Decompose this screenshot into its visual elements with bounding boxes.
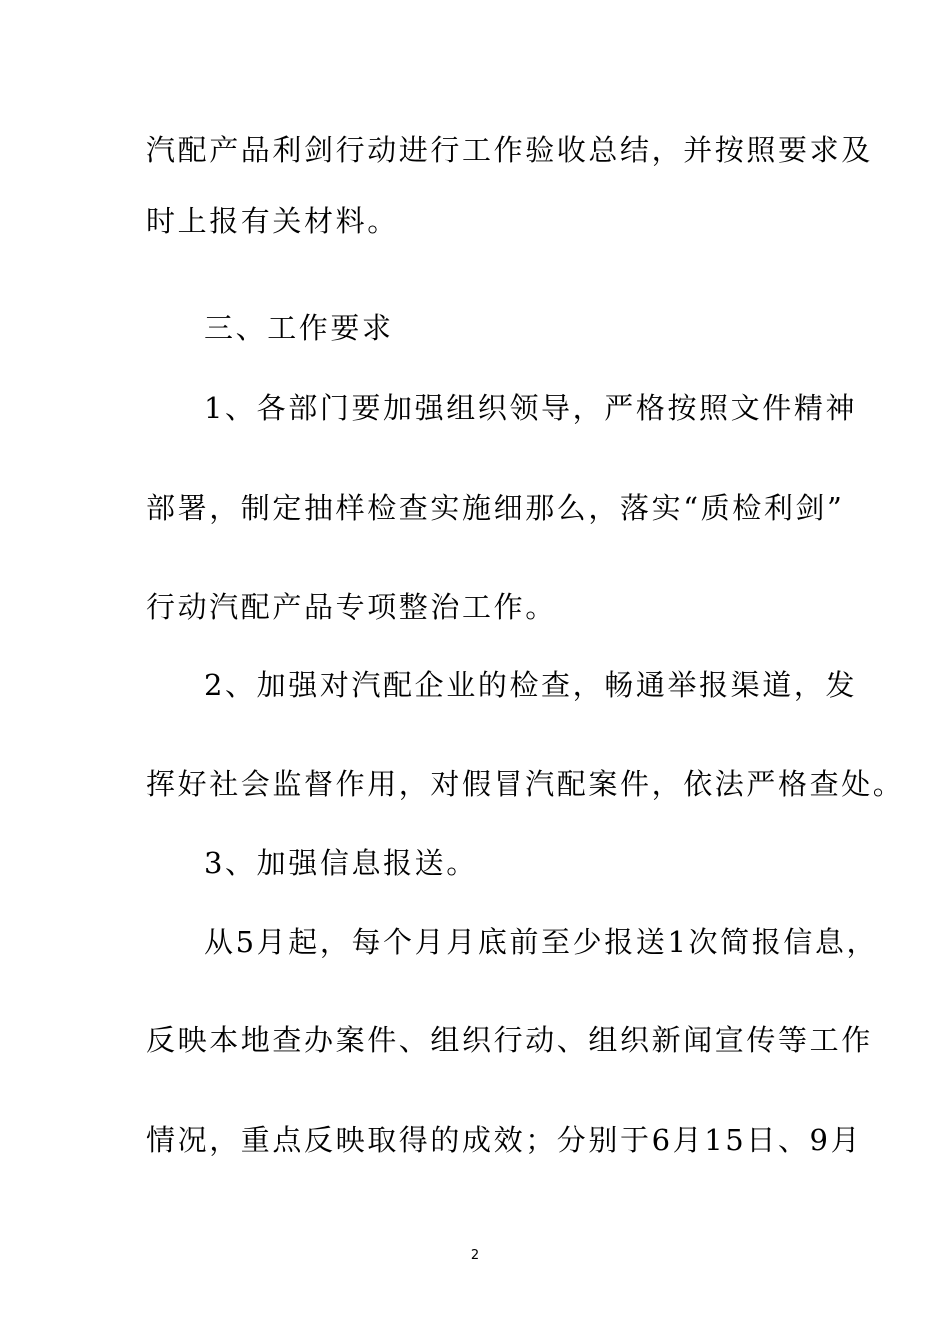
text-line-11: 反映本地查办案件、组织行动、组织新闻宣传等工作 (146, 1023, 873, 1057)
text-line-7: 2、加强对汽配企业的检查，畅通举报渠道，发 (204, 668, 858, 702)
text-line-9: 3、加强信息报送。 (204, 846, 478, 880)
text-line-4: 1、各部门要加强组织领导，严格按照文件精神 (204, 391, 858, 425)
text-line-2: 时上报有关材料。 (146, 204, 399, 238)
text-line-1: 汽配产品利剑行动进行工作验收总结，并按照要求及 (146, 133, 873, 167)
text-line-12: 情况，重点反映取得的成效；分别于6月15日、9月 (146, 1123, 863, 1157)
text-line-10: 从5月起，每个月月底前至少报送1次简报信息， (204, 925, 879, 959)
text-line-5: 部署，制定抽样检查实施细那么，落实“质检利剑” (146, 491, 845, 525)
text-line-6: 行动汽配产品专项整治工作。 (146, 590, 557, 624)
page-number: 2 (470, 1248, 480, 1263)
text-line-8: 挥好社会监督作用，对假冒汽配案件，依法严格查处。 (146, 767, 905, 801)
section-heading: 三、工作要求 (204, 311, 394, 345)
